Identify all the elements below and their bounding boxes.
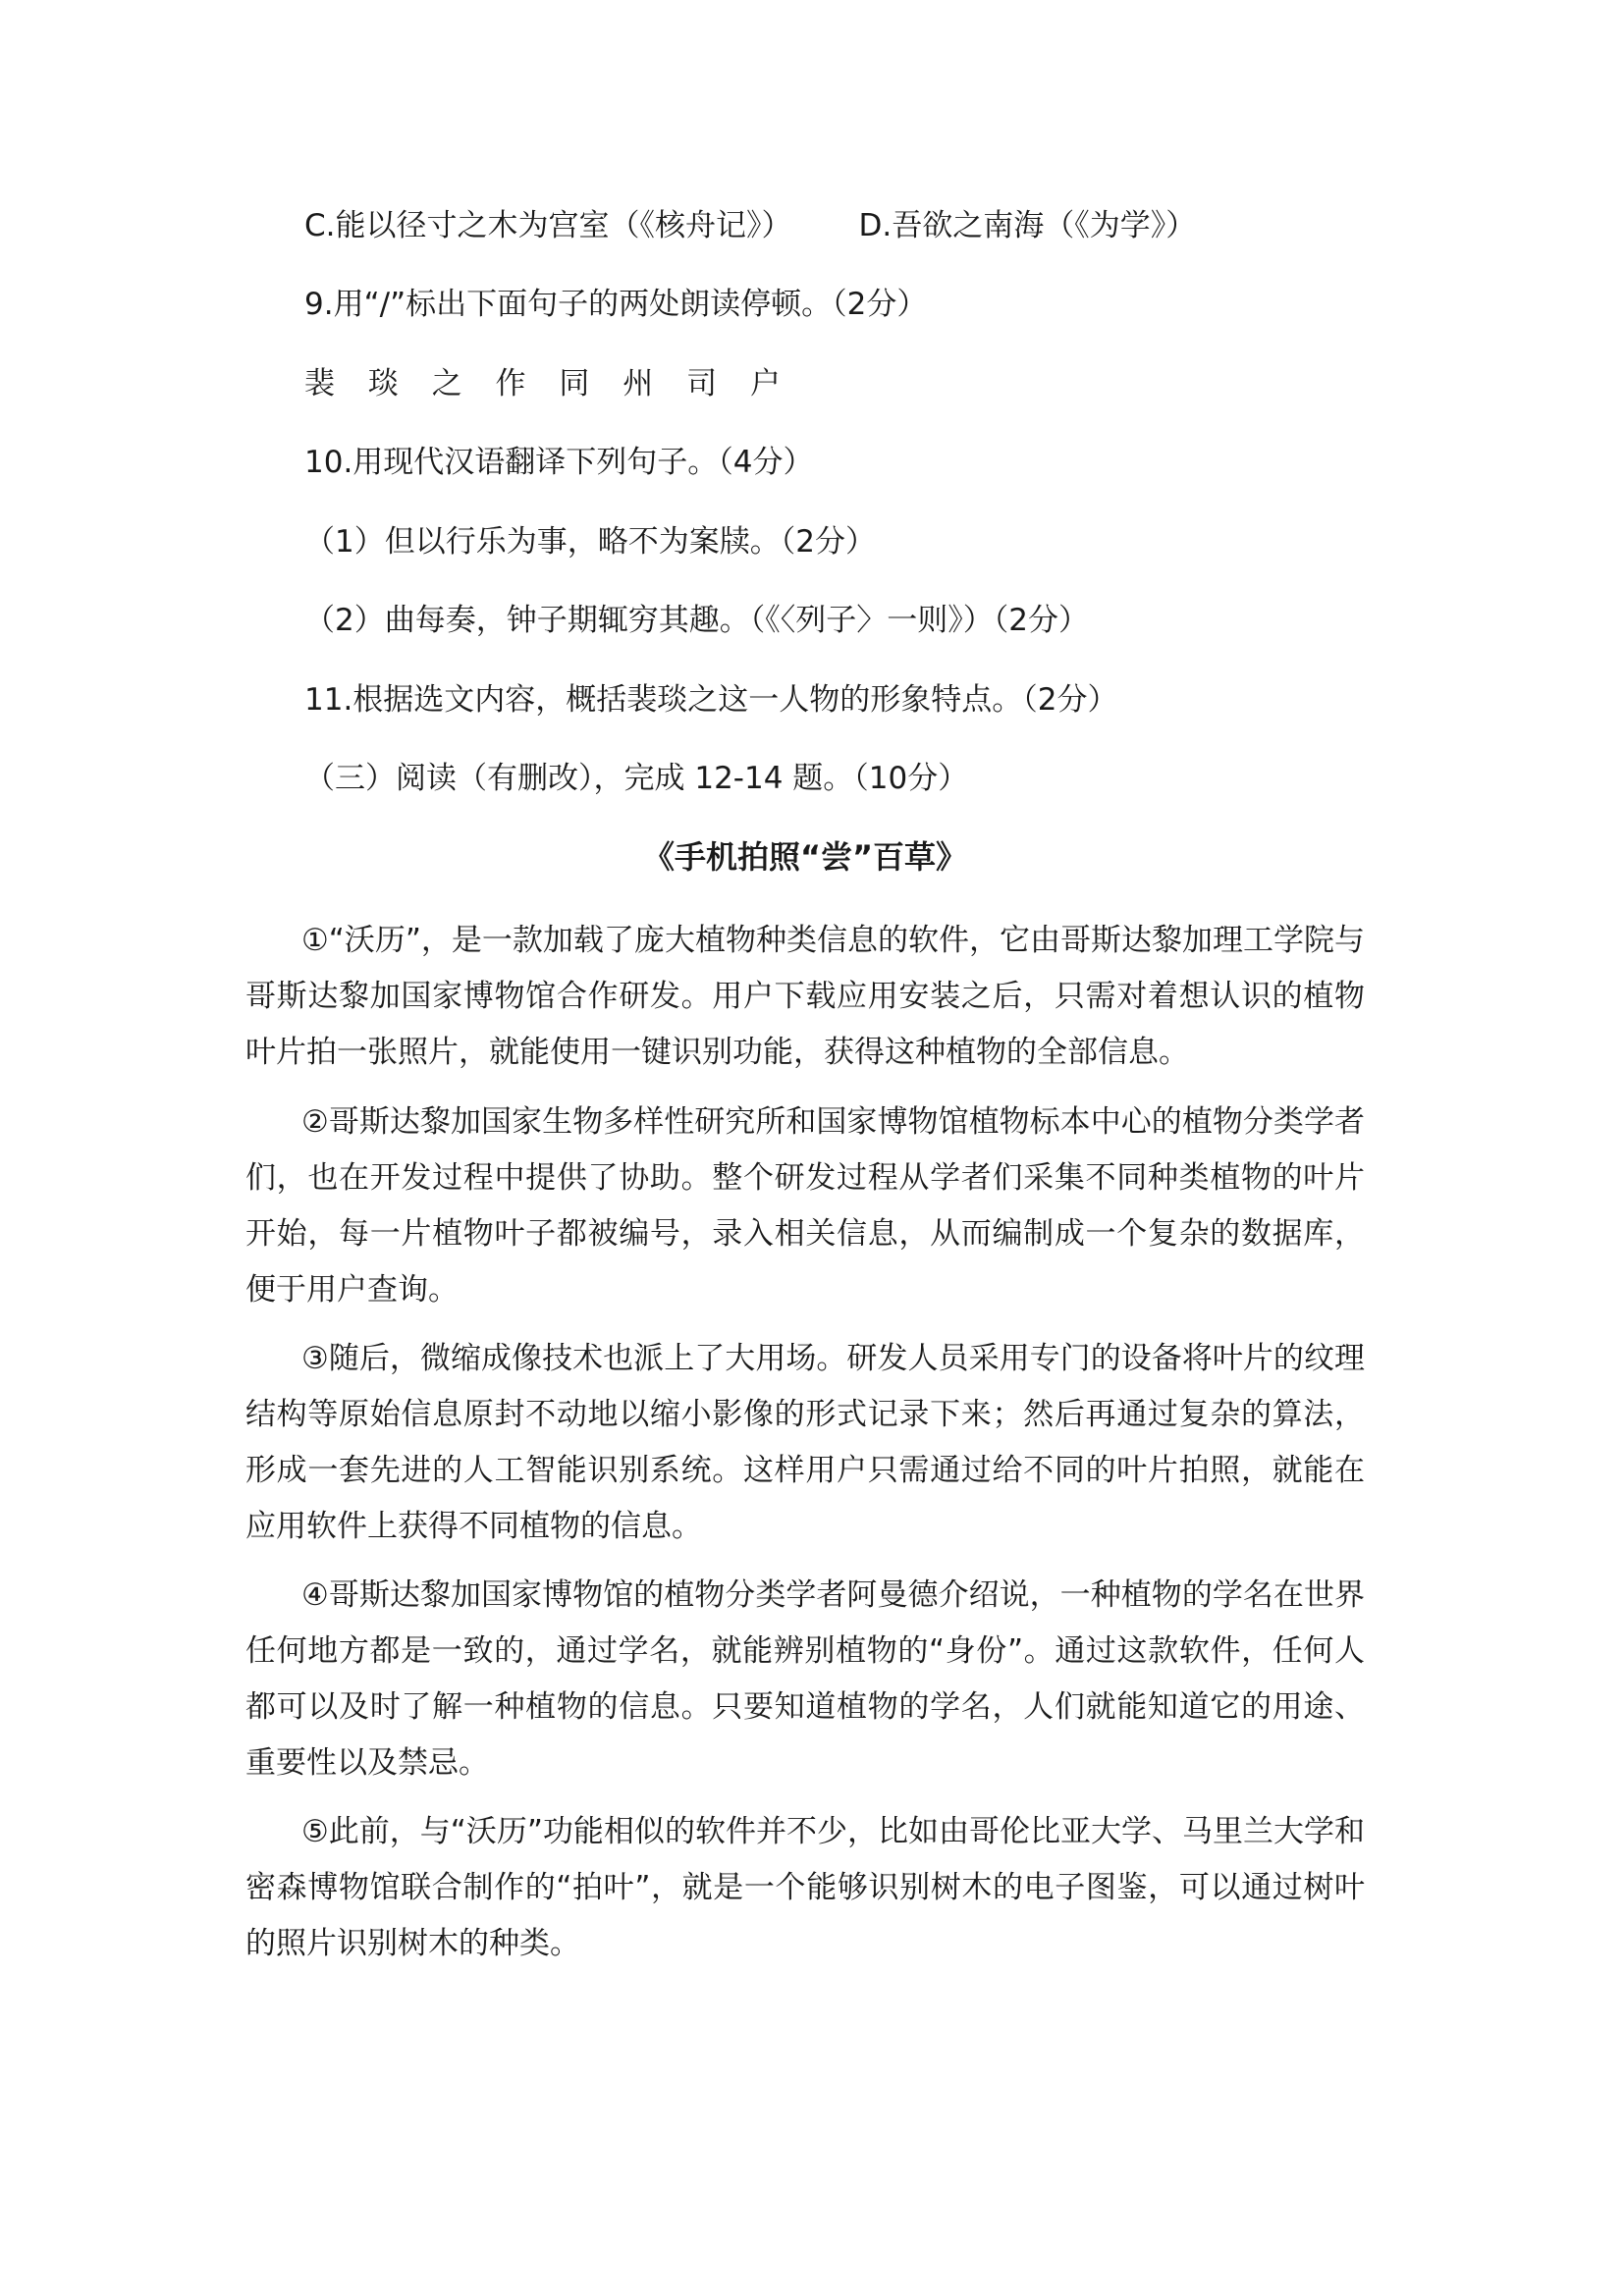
section-3-heading: （三）阅读（有删改），完成 12-14 题。（10分） (304, 761, 969, 796)
question-9-sentence: 裴 琰 之 作 同 州 司 户 (304, 366, 792, 401)
article-paragraph-1: ①“沃历”，是一款加载了庞大植物种类信息的软件，它由哥斯达黎加理工学院与哥斯达黎加国家博物馆合作研发。用户下载应用安装之后，只需对着想认识的植物叶片拍一张照片，就能使用一键识别功能，获得这种植物的全部信息。 (245, 923, 1365, 1070)
article-paragraph-3: ③随后，微缩成像技术也派上了大用场。研发人员采用专门的设备将叶片的纹理结构等原始信息原封不动地以缩小影像的形式记录下来；然后再通过复杂的算法，形成一套先进的人工智能识别系统。这样用户只需通过给不同的叶片拍照，就能在应用软件上获得不同植物的信息。 (245, 1341, 1365, 1544)
question-10-item-1: （1）但以行乐为事，略不为案牍。（2分） (304, 524, 876, 560)
question-10-prompt: 10.用现代汉语翻译下列句子。（4分） (304, 445, 814, 480)
question-11-prompt: 11.根据选文内容，概括裴琰之这一人物的形象特点。（2分） (304, 682, 1118, 718)
article-paragraph-5: ⑤此前，与“沃历”功能相似的软件并不少，比如由哥伦比亚大学、马里兰大学和密森博物馆联合制作的“拍叶”，就是一个能够识别树木的电子图鉴，可以通过树叶的照片识别树木的种类。 (245, 1814, 1365, 1961)
question-10-item-2: （2）曲每奏，钟子期辄穷其趣。（《〈列子〉一则》）（2分） (304, 603, 1089, 638)
question-9-prompt: 9.用“/”标出下面句子的两处朗读停顿。（2分） (304, 287, 928, 322)
article-title: 《手机拍照“尝”百草》 (642, 838, 968, 876)
article-paragraph-4: ④哥斯达黎加国家博物馆的植物分类学者阿曼德介绍说，一种植物的学名在世界任何地方都是一致的，通过学名，就能辨别植物的“身份”。通过这款软件，任何人都可以及时了解一种植物的信息。只要知道植物的学名，人们就能知道它的用途、重要性以及禁忌。 (245, 1577, 1365, 1781)
question-8-options-cd (304, 206, 1196, 245)
article-paragraph-2: ②哥斯达黎加国家生物多样性研究所和国家博物馆植物标本中心的植物分类学者们，也在开发过程中提供了协助。整个研发过程从学者们采集不同种类植物的叶片开始，每一片植物叶子都被编号，录入相关信息，从而编制成一个复杂的数据库，便于用户查询。 (245, 1104, 1365, 1308)
option-c: C.能以径寸之木为宫室（《核舟记》） (304, 208, 792, 243)
option-d: D.吾欲之南海（《为学》） (858, 208, 1197, 243)
